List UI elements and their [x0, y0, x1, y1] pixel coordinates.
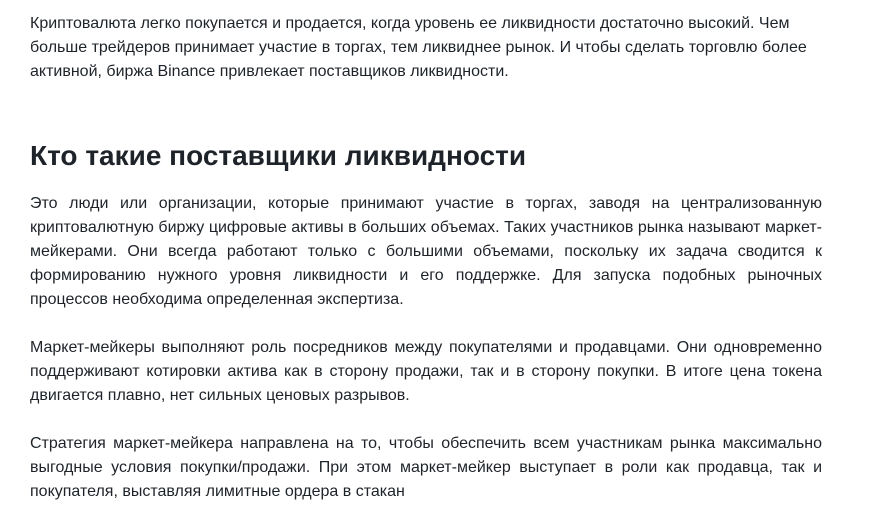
paragraph-liquidity-providers: Это люди или организации, которые принимают участие в торгах, заводя на централизованную криптовалютную биржу цифровые активы в больших объемах. Таких участников рынка называют маркет-мейкерами. Они всегда работают только с большими объемами, поскольку их задача сводится к формированию нужного уровня ликвидности и его поддержке. Для запуска подобных рыночных процессов необходима определенная экспертиза.	[30, 195, 822, 308]
paragraph-market-makers-role: Маркет-мейкеры выполняют роль посредников между покупателями и продавцами. Они одновременно поддерживают котировки актива как в сторону продажи, так и в сторону покупки. В итоге цена токена двигается плавно, нет сильных ценовых разрывов.	[30, 339, 822, 404]
intro-paragraph: Криптовалюта легко покупается и продается, когда уровень ее ликвидности достаточно высокий. Чем больше трейдеров принимает участие в торгах, тем ликвиднее рынок. И чтобы сделать торговлю более активной, биржа Binance привлекает поставщиков ликвидности.	[30, 15, 807, 80]
article-body	[30, 12, 822, 504]
section-heading: Кто такие поставщики ликвидности	[30, 140, 527, 171]
paragraph-market-maker-strategy: Стратегия маркет-мейкера направлена на то, чтобы обеспечить всем участникам рынка максимально выгодные условия покупки/продажи. При этом маркет-мейкер выступает в роли как продавца, так и покупателя, выставляя лимитные ордера в стакан	[30, 435, 822, 500]
